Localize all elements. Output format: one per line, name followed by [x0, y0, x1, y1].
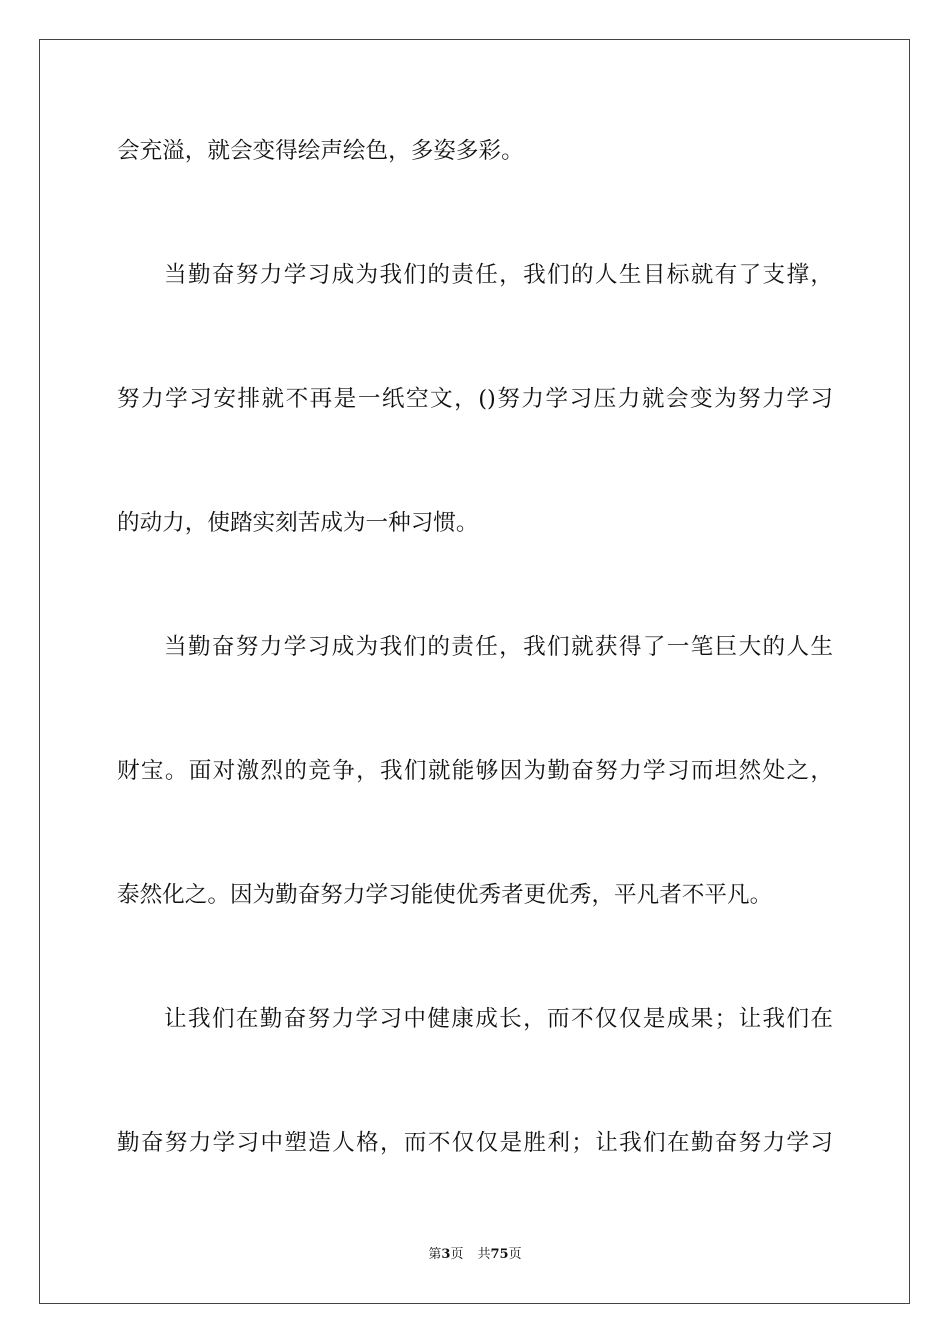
page-suffix: 页: [450, 1247, 464, 1262]
text-line-5: 当勤奋努力学习成为我们的责任，我们就获得了一笔巨大的人生: [164, 634, 833, 660]
page-border: [39, 39, 910, 1304]
total-prefix: 共: [477, 1247, 491, 1262]
text-line-4: 的动力，使踏实刻苦成为一种习惯。: [117, 510, 479, 536]
total-suffix: 页: [508, 1247, 522, 1262]
text-line-9: 勤奋努力学习中塑造人格，而不仅仅是胜利；让我们在勤奋努力学习: [117, 1130, 833, 1156]
page-number-total: 75: [490, 1247, 509, 1262]
text-line-7: 泰然化之。因为勤奋努力学习能使优秀者更优秀，平凡者不平凡。: [117, 882, 773, 908]
text-line-8: 让我们在勤奋努力学习中健康成长，而不仅仅是成果；让我们在: [164, 1006, 833, 1032]
text-line-2: 当勤奋努力学习成为我们的责任，我们的人生目标就有了支撑，: [164, 262, 833, 288]
text-line-6: 财宝。面对激烈的竞争，我们就能够因为勤奋努力学习而坦然处之，: [117, 758, 833, 784]
text-line-1: 会充溢，就会变得绘声绘色，多姿多彩。: [117, 138, 524, 164]
text-line-3: 努力学习安排就不再是一纸空文，()努力学习压力就会变为努力学习: [117, 386, 833, 412]
page-number-current: 3: [441, 1247, 451, 1262]
page-footer: [0, 1245, 950, 1265]
page-prefix: 第: [428, 1247, 442, 1262]
